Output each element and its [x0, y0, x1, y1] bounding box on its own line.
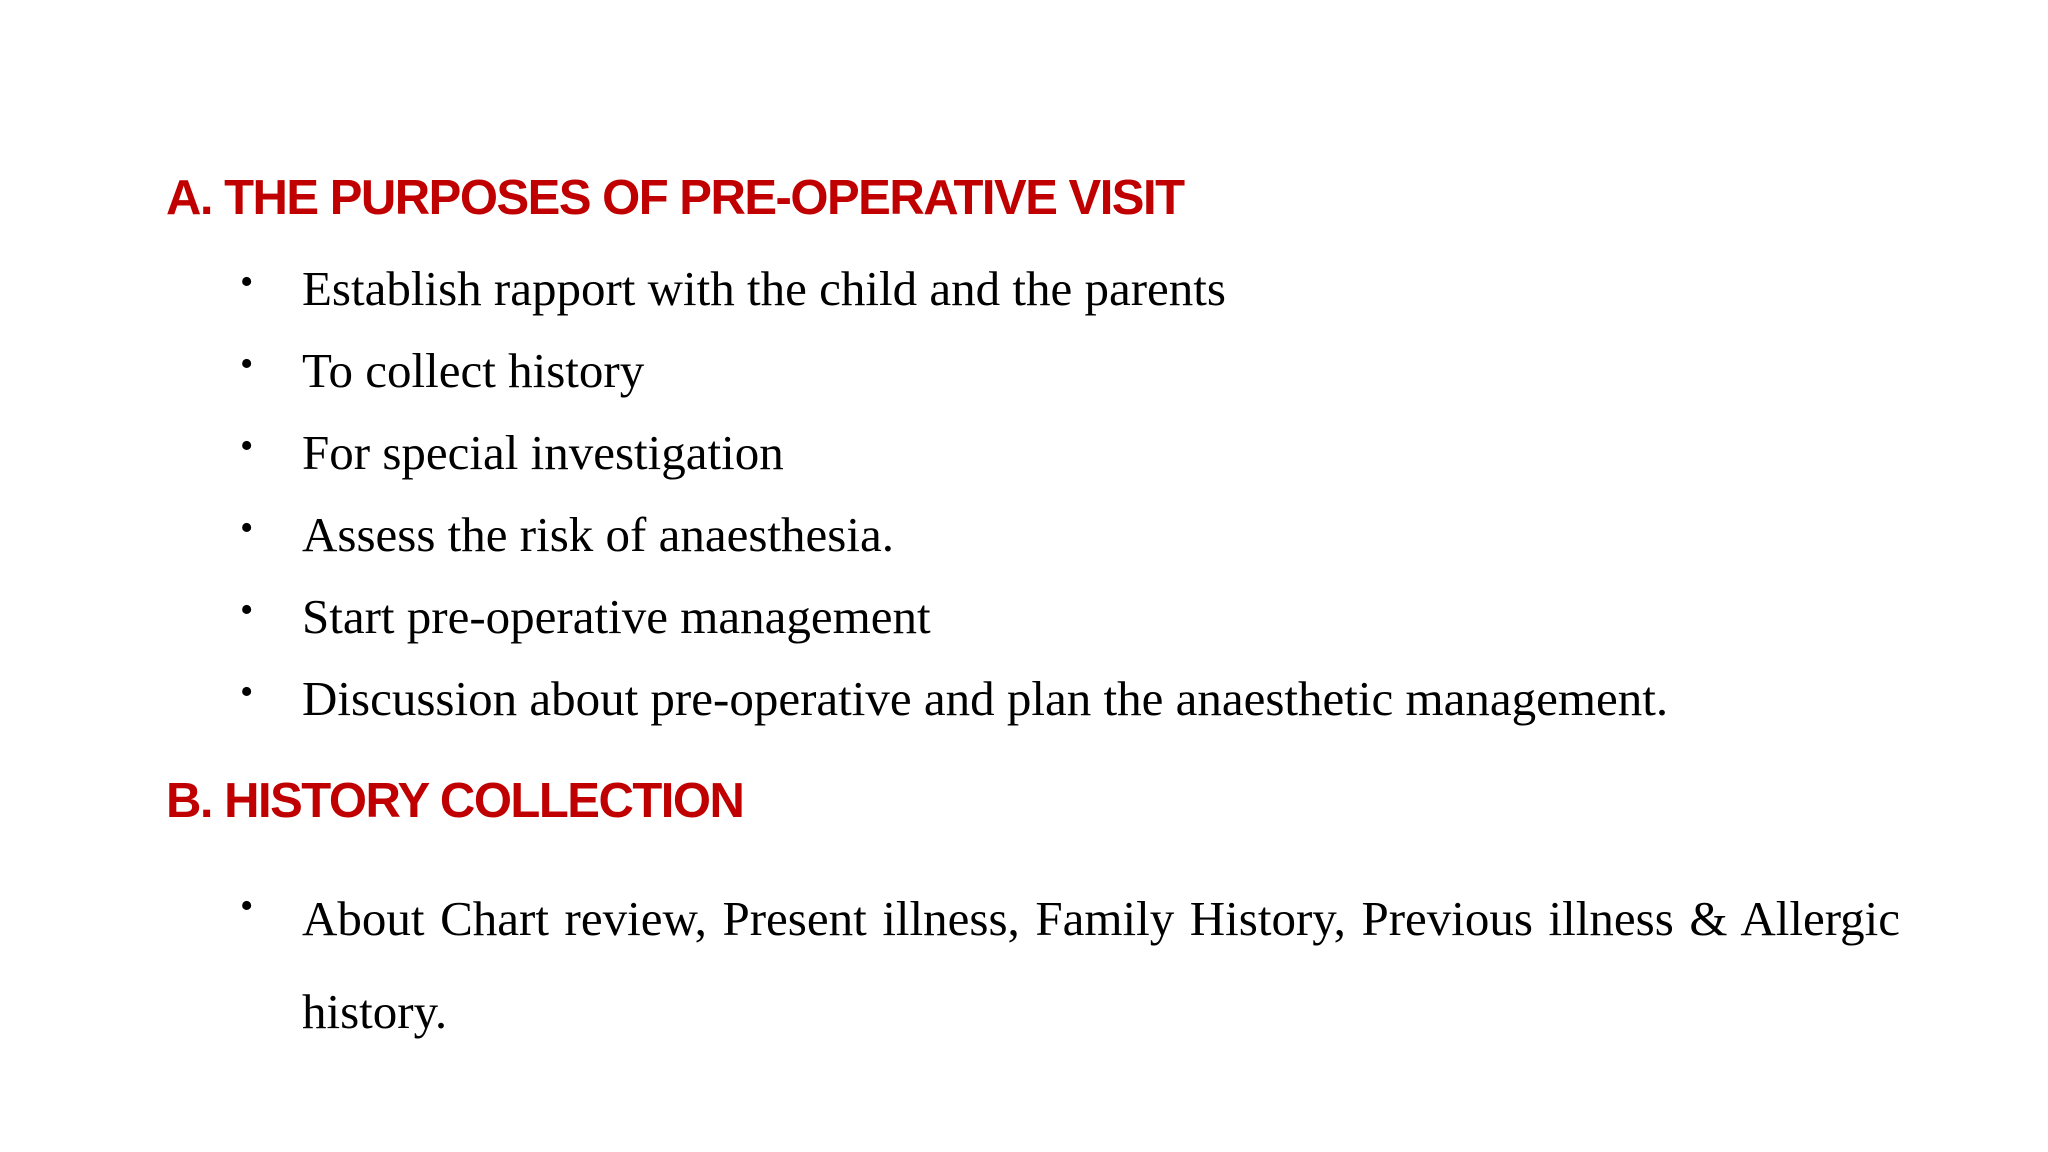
- bullet-icon: •: [240, 343, 254, 385]
- list-item-text: Establish rapport with the child and the parents: [302, 261, 1226, 316]
- section-b-list: [0, 872, 1900, 1058]
- bullet-icon: •: [240, 507, 254, 549]
- bullet-icon: •: [240, 885, 254, 927]
- bullet-icon: •: [240, 425, 254, 467]
- list-item: [0, 872, 1900, 1058]
- bullet-icon: •: [240, 589, 254, 631]
- list-item-text: For special investigation: [302, 425, 784, 480]
- list-item-text: About Chart review, Present illness, Family History, Previous illness & Allergic history.: [302, 891, 1900, 1039]
- bullet-icon: •: [240, 671, 254, 713]
- list-item-text: Start pre-operative management: [302, 589, 931, 644]
- list-item-text: Discussion about pre-operative and plan the anaesthetic management.: [302, 671, 1669, 726]
- section-b-heading: B. HISTORY COLLECTION: [166, 774, 744, 828]
- bullet-icon: •: [240, 261, 254, 303]
- section-a-heading: A. THE PURPOSES OF PRE-OPERATIVE VISIT: [166, 171, 1184, 225]
- list-item-text: To collect history: [302, 343, 645, 398]
- list-item-text: Assess the risk of anaesthesia.: [302, 507, 894, 562]
